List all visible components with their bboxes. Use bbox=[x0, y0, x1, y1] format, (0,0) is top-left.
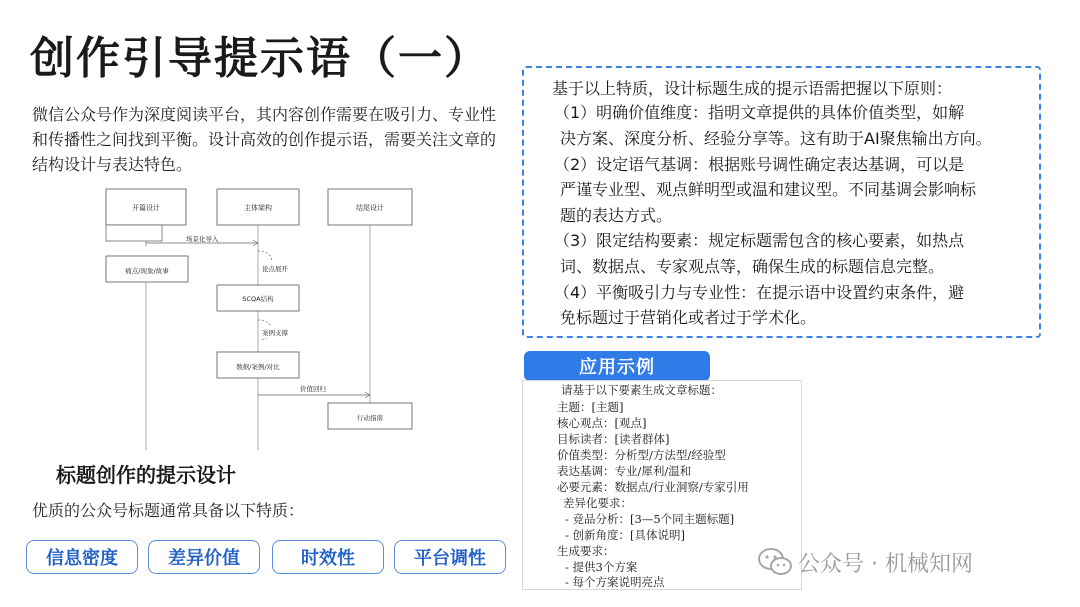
example-line: - 竞品分析：[3—5个同主题标题] bbox=[565, 512, 735, 526]
lifeline-label-opening: 开篇设计 bbox=[132, 204, 160, 212]
principle-4-line-a: （4）平衡吸引力与专业性：在提示语中设置约束条件，避 bbox=[554, 283, 965, 302]
lifeline-label-body: 主体架构 bbox=[244, 204, 272, 212]
example-line: 必要元素：数据点/行业洞察/专家引用 bbox=[557, 480, 749, 494]
example-line: 主题：[主题] bbox=[557, 400, 624, 414]
box-label-action-guide: 行动指南 bbox=[357, 414, 383, 422]
principles-lead: 基于以上特质，设计标题生成的提示语需把握以下原则： bbox=[552, 79, 953, 98]
principle-2-line-c: 题的表达方式。 bbox=[560, 206, 673, 225]
section-subtext: 优质的公众号标题通常具备以下特质： bbox=[32, 501, 305, 520]
activation-opening bbox=[106, 225, 162, 241]
wechat-icon bbox=[758, 547, 792, 577]
section-heading: 标题创作的提示设计 bbox=[56, 463, 236, 487]
example-tab: 应用示例 bbox=[524, 351, 710, 381]
example-line: 目标读者：[读者群体] bbox=[557, 432, 670, 446]
trait-tag-platform-tone: 平台调性 bbox=[394, 540, 506, 574]
trait-tags bbox=[26, 540, 510, 576]
box-label-scqa: SCQA结构 bbox=[242, 295, 274, 303]
example-line: 差异化要求： bbox=[563, 496, 632, 510]
example-line: - 创新角度：[具体说明] bbox=[565, 528, 686, 542]
self-label-argument: 论点展开 bbox=[262, 265, 288, 273]
watermark bbox=[758, 545, 973, 579]
principle-2-line-a: （2）设定语气基调：根据账号调性确定表达基调，可以是 bbox=[554, 155, 965, 174]
lifeline-label-ending: 结尾设计 bbox=[356, 204, 384, 212]
example-line: 表达基调：专业/犀利/温和 bbox=[557, 464, 692, 478]
principle-2-line-b: 严谨专业型、观点鲜明型或温和建议型。不同基调会影响标 bbox=[560, 180, 977, 199]
intro-paragraph: 微信公众号作为深度阅读平台，其内容创作需要在吸引力、专业性和传播性之间找到平衡。设计高效的创作提示语，需要关注文章的结构设计与表达特色。 bbox=[32, 105, 497, 174]
watermark-text: 公众号 · 机械知网 bbox=[798, 551, 973, 577]
example-line: 价值类型：分析型/方法型/经验型 bbox=[557, 448, 726, 462]
page-title: 创作引导提示语（一） bbox=[30, 33, 490, 84]
box-label-data-case: 数据/案例/对比 bbox=[236, 363, 280, 371]
principle-1-line-a: （1）明确价值维度：指明文章提供的具体价值类型，如解 bbox=[554, 103, 965, 122]
trait-tag-timeliness: 时效性 bbox=[272, 540, 384, 574]
example-line: - 提供3个方案 bbox=[565, 560, 638, 574]
message-label-value-return: 价值回归 bbox=[300, 385, 326, 393]
principle-4-line-b: 免标题过于营销化或者过于学术化。 bbox=[560, 308, 817, 327]
example-line: 生成要求： bbox=[557, 544, 615, 558]
sequence-diagram bbox=[96, 185, 416, 450]
trait-tag-differentiation: 差异价值 bbox=[148, 540, 260, 574]
principle-3-line-a: （3）限定结构要素：规定标题需包含的核心要素，如热点 bbox=[554, 231, 965, 250]
sequence-diagram-svg bbox=[96, 185, 416, 450]
self-label-case: 案例支撑 bbox=[262, 329, 288, 337]
principle-3-line-b: 词、数据点、专家观点等，确保生成的标题信息完整。 bbox=[560, 257, 945, 276]
message-label-scene-intro: 场景化导入 bbox=[186, 235, 219, 243]
example-line: 核心观点：[观点] bbox=[557, 416, 647, 430]
principle-1-line-b: 决方案、深度分析、经验分享等。这有助于AI聚焦输出方向。 bbox=[560, 129, 992, 148]
trait-tag-info-density: 信息密度 bbox=[26, 540, 138, 574]
principles-box bbox=[522, 66, 1041, 338]
example-line: 请基于以下要素生成文章标题： bbox=[561, 383, 722, 397]
example-line: - 每个方案说明亮点 bbox=[565, 575, 665, 589]
box-label-pain-point: 痛点/现象/故事 bbox=[125, 267, 169, 275]
